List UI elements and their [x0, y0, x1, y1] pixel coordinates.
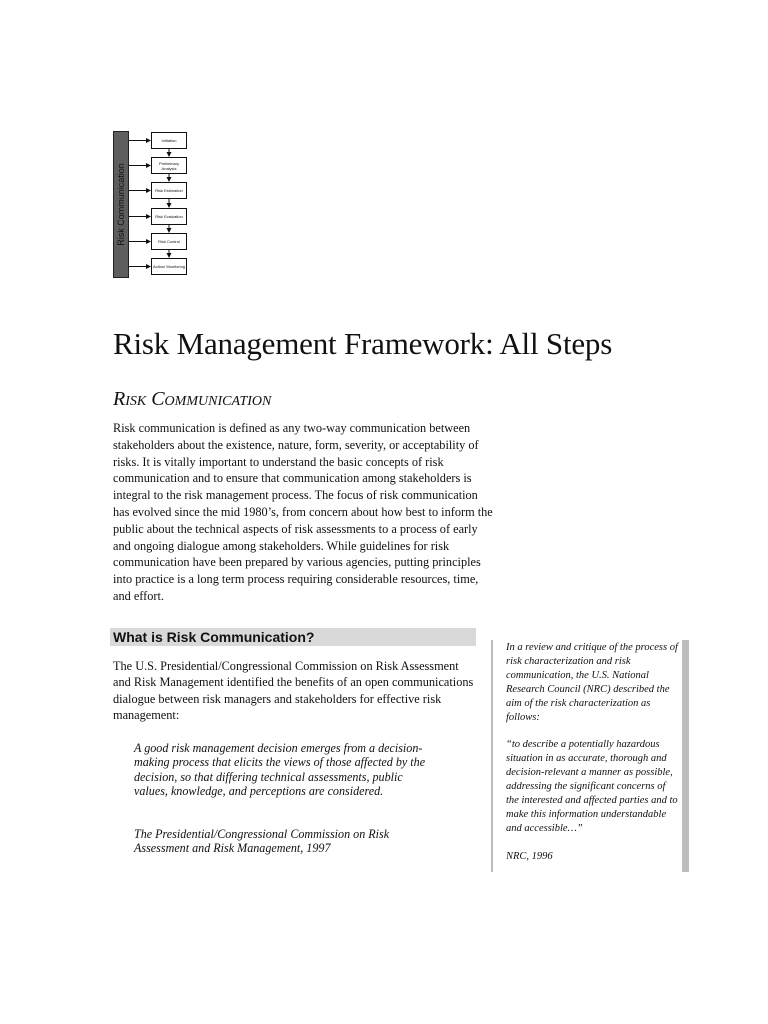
- intro-paragraph: Risk communication is defined as any two-way communication between stakeholders about the existence, nature, form, severity, or acceptability of risks. It is vitally important to understand the basic concepts of risk communication and to ensure that communication among stakeholders is integral to the risk management process. The focus of risk communication has evolved since the mid 1980’s, from concern about how best to inform the public about the technical aspects of risk assessments to a process of early and ongoing dialogue among stakeholders. While guidelines for risk communication have been prepared by various agencies, putting principles into practice is a long term process requiring considerable resources, time, and effort.: [113, 421, 493, 603]
- step-risk-control: Risk Control: [151, 233, 187, 250]
- subsection-paragraph: The U.S. Presidential/Congressional Commission on Risk Assessment and Risk Management identified the benefits of an open communications dialogue between risk managers and stakeholders for effective risk management:: [113, 659, 474, 723]
- subsection-heading-bar: [110, 628, 476, 646]
- commission-quote: A good risk management decision emerges from a decision-making process that elicits the views of those affected by the decision, so that differing technical assessments, public values, knowledge, and perceptions are considered.: [134, 741, 426, 799]
- sidebar-rule-left: [491, 640, 493, 872]
- subsection-heading: What is Risk Communication?: [113, 629, 315, 645]
- section-heading: Risk Communication: [113, 388, 272, 410]
- risk-communication-label: Risk Communication: [116, 163, 126, 246]
- step-risk-estimation: Risk Estimation: [151, 182, 187, 199]
- risk-communication-bar: [113, 131, 129, 278]
- risk-framework-diagram: [110, 128, 200, 278]
- sidebar-rule-right: [682, 640, 689, 872]
- sidebar-citation: NRC, 1996: [506, 850, 553, 862]
- step-risk-evaluation: Risk Evaluation: [151, 208, 187, 225]
- quote-attribution: The Presidential/Congressional Commission on Risk Assessment and Risk Management, 1997: [134, 827, 390, 856]
- sidebar-text: [506, 641, 678, 877]
- sidebar-quote: “to describe a potentially hazardous situation in as accurate, thorough and decision-relevant a manner as possible, addressing the significant concerns of the interested and affected parties and to make this information understandable and accessible…”: [506, 739, 678, 834]
- step-preliminary-analysis: Preliminary Analysis: [151, 157, 187, 174]
- sidebar-intro: In a review and critique of the process of risk characterization and risk communication, the U.S. National Research Council (NRC) described the aim of the risk characterization as follows:: [506, 642, 678, 723]
- step-action-monitoring: Action/ Monitoring: [151, 258, 187, 275]
- step-initiation: Initiation: [151, 132, 187, 149]
- nrc-sidebar: [491, 640, 689, 872]
- page-title: Risk Management Framework: All Steps: [113, 326, 613, 361]
